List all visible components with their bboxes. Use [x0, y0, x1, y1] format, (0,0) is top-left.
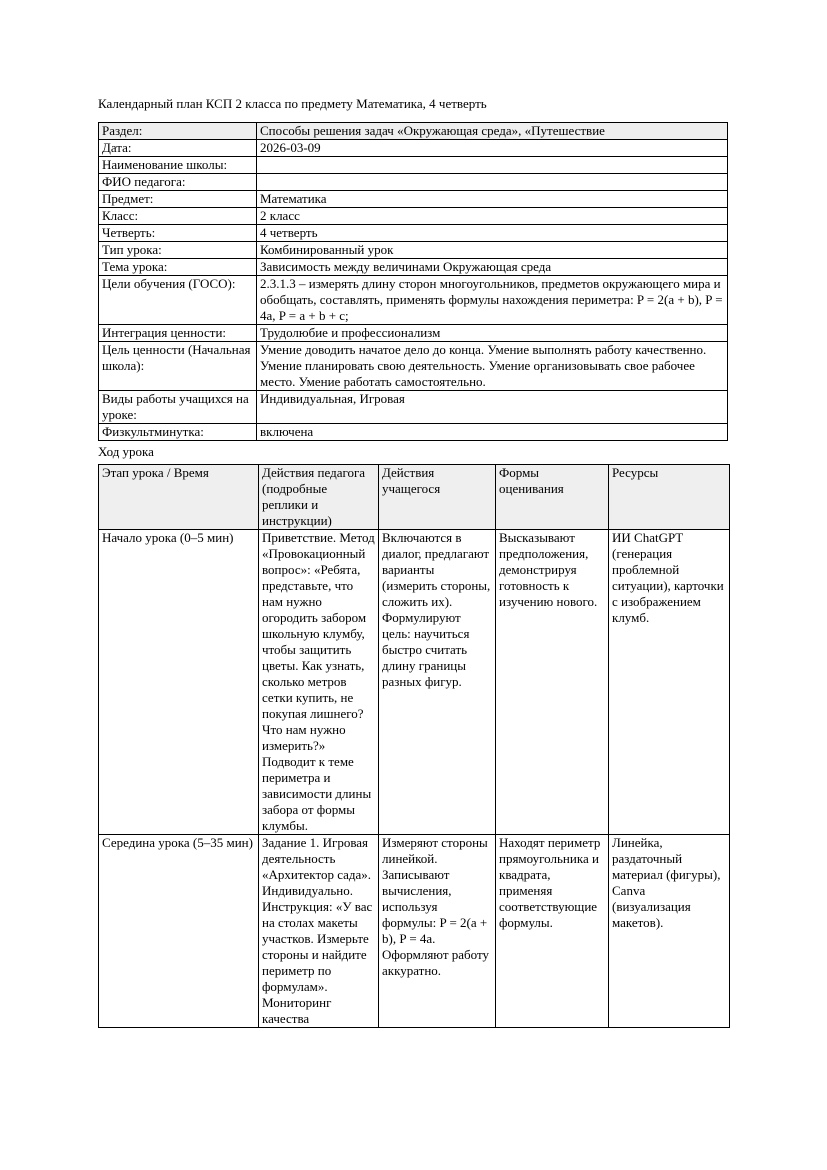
lesson-table-header-row — [99, 465, 730, 530]
info-row-date — [99, 140, 728, 157]
header-student-actions: Действия учащегося — [379, 465, 496, 530]
info-label: Дата: — [99, 140, 257, 157]
info-label: Виды работы учащихся на уроке: — [99, 391, 257, 424]
info-label: Класс: — [99, 208, 257, 225]
cell-stage: Середина урока (5–35 мин) — [99, 835, 259, 1028]
info-row-lesson-topic — [99, 259, 728, 276]
info-value: Комбинированный урок — [257, 242, 728, 259]
cell-teacher-actions: Задание 1. Игровая деятельность «Архитектор сада». Индивидуально. Инструкция: «У вас на столах макеты участков. Измерьте стороны и найдите периметр по формулам». Мониторинг качества — [259, 835, 379, 1028]
page-title: Календарный план КСП 2 класса по предмету Математика, 4 четверть — [98, 96, 487, 111]
info-value: Зависимость между величинами Окружающая среда — [257, 259, 728, 276]
cell-assessment-forms: Высказывают предположения, демонстрируя готовность к изучению нового. — [496, 530, 609, 835]
info-row-teacher-name — [99, 174, 728, 191]
header-stage: Этап урока / Время — [99, 465, 259, 530]
info-value: Умение доводить начатое дело до конца. Умение выполнять работу качественно. Умение планировать свою деятельность. Умение организовывать свое рабочее место. Умение работать самостоятельно. — [257, 342, 728, 391]
cell-student-actions: Измеряют стороны линейкой. Записывают вычисления, используя формулы: P = 2(a + b), P = 4a. Оформляют работу аккуратно. — [379, 835, 496, 1028]
info-value: Математика — [257, 191, 728, 208]
lesson-course-table — [98, 464, 730, 1028]
info-label: Цели обучения (ГОСО): — [99, 276, 257, 325]
info-value: Трудолюбие и профессионализм — [257, 325, 728, 342]
info-row-values-integration — [99, 325, 728, 342]
cell-student-actions: Включаются в диалог, предлагают варианты (измерить стороны, сложить их). Формулируют цель: научиться быстро считать длину границы разных фигур. — [379, 530, 496, 835]
info-label: Наименование школы: — [99, 157, 257, 174]
header-assessment-forms: Формы оценивания — [496, 465, 609, 530]
info-row-value-goal — [99, 342, 728, 391]
info-row-quarter — [99, 225, 728, 242]
info-value: включена — [257, 424, 728, 441]
section-heading-course: Ход урока — [98, 444, 154, 459]
info-label: Физкультминутка: — [99, 424, 257, 441]
lesson-row-middle — [99, 835, 730, 1028]
info-label: Тип урока: — [99, 242, 257, 259]
info-value: 2 класс — [257, 208, 728, 225]
info-row-work-types — [99, 391, 728, 424]
header-resources: Ресурсы — [609, 465, 730, 530]
info-label: Тема урока: — [99, 259, 257, 276]
info-value: Способы решения задач «Окружающая среда», «Путешествие — [257, 123, 728, 140]
info-value: 2026-03-09 — [257, 140, 728, 157]
cell-assessment-forms: Находят периметр прямоугольника и квадрата, применяя соответствующие формулы. — [496, 835, 609, 1028]
cell-resources: Линейка, раздаточный материал (фигуры), Canva (визуализация макетов). — [609, 835, 730, 1028]
info-label: Раздел: — [99, 123, 257, 140]
info-row-subject — [99, 191, 728, 208]
info-row-goals — [99, 276, 728, 325]
cell-stage: Начало урока (0–5 мин) — [99, 530, 259, 835]
cell-teacher-actions: Приветствие. Метод «Провокационный вопрос»: «Ребята, представьте, что нам нужно огородить забором школьную клумбу, чтобы защитить цветы. Как узнать, сколько метров сетки купить, не покупая лишнего? Что нам нужно измерить?» Подводит к теме периметра и зависимости длины забора от формы клумбы. — [259, 530, 379, 835]
info-value: 4 четверть — [257, 225, 728, 242]
info-label: ФИО педагога: — [99, 174, 257, 191]
lesson-info-table — [98, 122, 728, 441]
header-teacher-actions: Действия педагога (подробные реплики и инструкции) — [259, 465, 379, 530]
info-label: Интеграция ценности: — [99, 325, 257, 342]
info-value — [257, 174, 728, 191]
info-label: Четверть: — [99, 225, 257, 242]
cell-resources: ИИ ChatGPT (генерация проблемной ситуации), карточки с изображением клумб. — [609, 530, 730, 835]
info-row-school — [99, 157, 728, 174]
info-label: Предмет: — [99, 191, 257, 208]
info-row-razdel — [99, 123, 728, 140]
info-value — [257, 157, 728, 174]
info-row-class — [99, 208, 728, 225]
info-row-lesson-type — [99, 242, 728, 259]
lesson-row-start — [99, 530, 730, 835]
info-value: 2.3.1.3 – измерять длину сторон многоугольников, предметов окружающего мира и обобщать, составлять, применять формулы нахождения периметра: P = 2(a + b), P = 4a, P = a + b + c; — [257, 276, 728, 325]
info-row-physical-minute — [99, 424, 728, 441]
info-label: Цель ценности (Начальная школа): — [99, 342, 257, 391]
info-value: Индивидуальная, Игровая — [257, 391, 728, 424]
